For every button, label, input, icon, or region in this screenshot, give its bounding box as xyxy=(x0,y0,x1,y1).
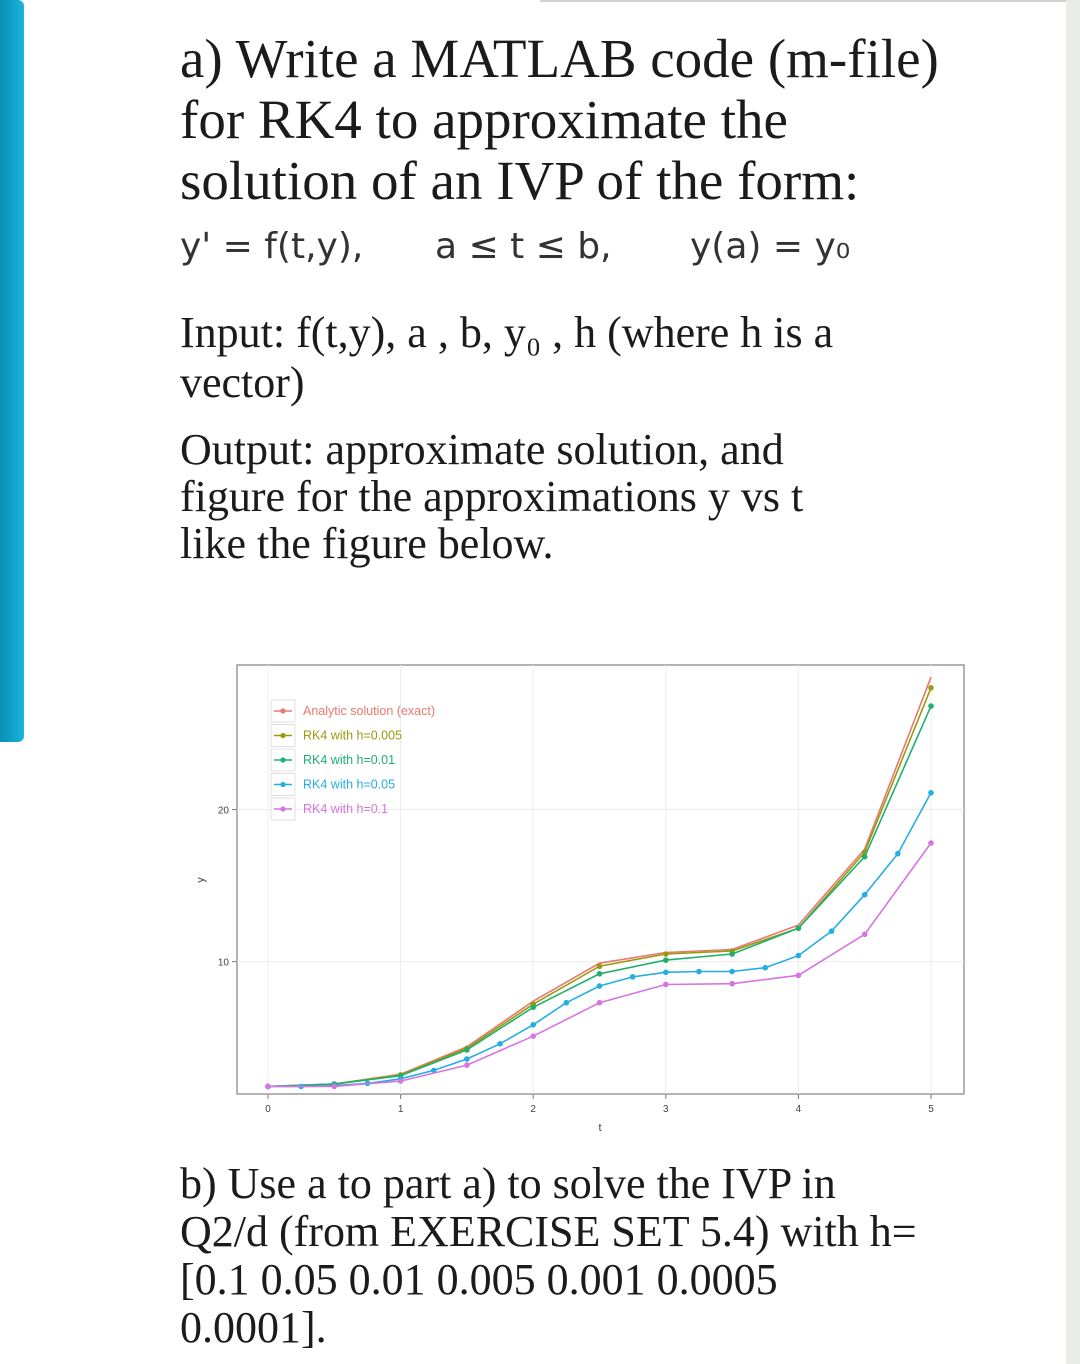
data-point-rk4-with-h-0-05 xyxy=(663,969,669,975)
legend-marker-rk4-with-h-0-05 xyxy=(280,782,285,787)
part-b-line-1: b) Use a to part a) to solve the IVP in xyxy=(180,1159,836,1208)
input-line-1: Input: f(t,y), a , b, y₀ , h (where h is a xyxy=(180,308,834,357)
x-tick-label: 4 xyxy=(795,1104,802,1115)
data-point-rk4-with-h-0-05 xyxy=(597,983,603,989)
part-b-line-2: Q2/d (from EXERCISE SET 5.4) with h= xyxy=(180,1207,917,1256)
output-line-3: like the figure below. xyxy=(180,519,554,568)
data-point-rk4-with-h-0-1 xyxy=(928,840,934,846)
data-point-rk4-with-h-0-05 xyxy=(928,790,934,796)
data-point-rk4-with-h-0-01 xyxy=(663,957,669,963)
data-point-rk4-with-h-0-05 xyxy=(696,969,702,975)
data-point-rk4-with-h-0-01 xyxy=(597,971,603,977)
data-point-rk4-with-h-0-01 xyxy=(928,703,934,709)
initial-condition: y(a) = y₀ xyxy=(690,226,851,267)
data-point-rk4-with-h-0-05 xyxy=(564,1000,570,1006)
data-point-rk4-with-h-0-05 xyxy=(464,1056,470,1062)
data-point-rk4-with-h-0-1 xyxy=(332,1084,338,1090)
data-point-rk4-with-h-0-1 xyxy=(597,1000,603,1006)
data-point-rk4-with-h-0-05 xyxy=(630,974,636,980)
data-point-rk4-with-h-0-1 xyxy=(530,1033,536,1039)
ode-equation: y' = f(t,y), xyxy=(180,226,364,267)
x-tick-label: 2 xyxy=(530,1104,536,1115)
data-point-rk4-with-h-0-05 xyxy=(829,928,835,934)
y-tick-label: 20 xyxy=(217,805,229,817)
part-b-question xyxy=(180,1160,984,1352)
x-tick-label: 0 xyxy=(265,1104,271,1115)
legend-label-rk4-with-h-0-005: RK4 with h=0.005 xyxy=(303,728,403,743)
part-a-line-2: for RK4 to approximate the xyxy=(180,89,788,150)
data-point-rk4-with-h-0-05 xyxy=(762,965,768,971)
data-point-rk4-with-h-0-05 xyxy=(796,953,802,959)
data-point-rk4-with-h-0-01 xyxy=(464,1047,470,1053)
data-point-rk4-with-h-0-1 xyxy=(729,981,735,987)
data-point-rk4-with-h-0-005 xyxy=(928,685,934,691)
data-point-rk4-with-h-0-01 xyxy=(796,925,802,931)
data-point-rk4-with-h-0-005 xyxy=(597,963,603,969)
x-tick-label: 5 xyxy=(928,1104,934,1115)
data-point-rk4-with-h-0-01 xyxy=(530,1004,536,1010)
data-point-rk4-with-h-0-005 xyxy=(663,951,669,957)
output-line-1: Output: approximate solution, and xyxy=(180,425,784,474)
x-axis-label: t xyxy=(598,1122,602,1134)
legend-label-rk4-with-h-0-1: RK4 with h=0.1 xyxy=(303,802,389,816)
part-b-line-3: [0.1 0.05 0.01 0.005 0.001 0.0005 xyxy=(180,1255,778,1304)
legend-label-rk4-with-h-0-05: RK4 with h=0.05 xyxy=(303,777,396,792)
data-point-rk4-with-h-0-05 xyxy=(862,892,868,898)
domain-inequality: a ≤ t ≤ b, xyxy=(435,226,612,267)
data-point-rk4-with-h-0-1 xyxy=(464,1062,470,1068)
data-point-rk4-with-h-0-1 xyxy=(862,931,868,937)
data-point-rk4-with-h-0-01 xyxy=(862,854,868,860)
x-tick-label: 1 xyxy=(397,1104,404,1115)
legend-marker-analytic-solution-exact xyxy=(280,708,285,713)
part-b-line-4: 0.0001]. xyxy=(180,1303,327,1352)
legend-marker-rk4-with-h-0-005 xyxy=(280,733,285,738)
data-point-rk4-with-h-0-01 xyxy=(729,951,735,957)
input-line-2: vector) xyxy=(180,358,305,407)
data-point-rk4-with-h-0-1 xyxy=(398,1078,404,1084)
data-point-rk4-with-h-0-05 xyxy=(530,1022,536,1028)
legend-label-rk4-with-h-0-01: RK4 with h=0.01 xyxy=(303,753,396,767)
data-point-rk4-with-h-0-1 xyxy=(796,973,802,979)
data-point-rk4-with-h-0-1 xyxy=(663,982,669,988)
legend-marker-rk4-with-h-0-01 xyxy=(280,757,285,762)
y-axis-label: y xyxy=(195,877,207,883)
data-point-rk4-with-h-0-05 xyxy=(895,851,901,857)
x-tick-label: 3 xyxy=(663,1104,669,1115)
output-line-2: figure for the approximations y vs t xyxy=(180,472,804,521)
part-a-line-1: a) Write a MATLAB code (m-file) xyxy=(180,28,939,89)
data-point-rk4-with-h-0-05 xyxy=(729,969,735,975)
legend-label-analytic-solution-exact: Analytic solution (exact) xyxy=(303,704,436,718)
data-point-rk4-with-h-0-05 xyxy=(497,1041,503,1047)
legend-marker-rk4-with-h-0-1 xyxy=(280,806,285,811)
y-tick-label: 10 xyxy=(217,957,229,969)
part-a-line-3: solution of an IVP of the form: xyxy=(180,150,860,211)
data-point-rk4-with-h-0-1 xyxy=(265,1084,271,1090)
